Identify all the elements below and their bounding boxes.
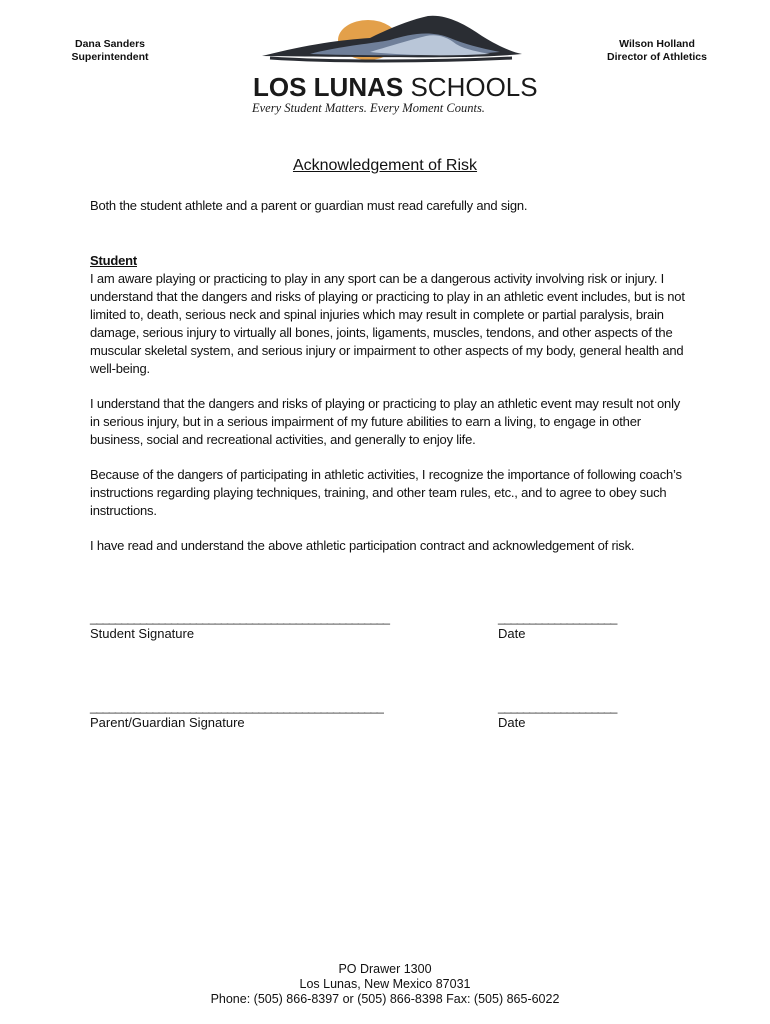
footer-address-line-1: PO Drawer 1300 (338, 962, 432, 976)
parent-date-label: Date (498, 715, 526, 730)
superintendent-name: Dana Sanders (74, 38, 146, 50)
risk-paragraph-1: I am aware playing or practicing to play in any sport can be a dangerous activity involving risk or injury. I understand that the dangers and risks of playing or practicing to play in an athletic event includes, but is not limited to, death, serious neck and spinal injuries which may result in complete or partial paralysis, brain damage, serious injury to virtually all bones, joints, ligaments, muscles, tendons, and other aspects of the muscular skeletal system, and serious injury or impairment to other aspects of my body, general health and well-being. (90, 271, 685, 376)
document-title: Acknowledgement of Risk (292, 157, 478, 174)
logo-ground-line (270, 58, 512, 61)
superintendent-block (60, 38, 160, 64)
risk-paragraph-2: I understand that the dangers and risks of playing or practicing to play an athletic event may result not only in serious injury, but in a serious impairment of my future abilities to earn a living, to engage in other business, social and recreational activities, and generally to enjoy life. (90, 396, 681, 447)
student-heading: Student (90, 253, 137, 268)
risk-paragraph-4: I have read and understand the above athletic participation contract and acknowledgement of risk. (90, 538, 635, 553)
parent-date-field[interactable] (498, 700, 616, 732)
student-signature-label: Student Signature (90, 626, 195, 641)
parent-signature-line: _______________________________________________ (90, 699, 383, 714)
parent-date-line: ___________________ (498, 699, 617, 714)
footer-address-line-2: Los Lunas, New Mexico 87031 (299, 977, 471, 991)
document-body (90, 197, 690, 572)
district-tagline: Every Student Matters. Every Moment Counts. (252, 101, 485, 115)
contact-footer (0, 962, 770, 1007)
logo-name-rest: SCHOOLS (403, 72, 538, 102)
logo-name-bold: LOS LUNAS (253, 72, 404, 102)
risk-paragraph-3: Because of the dangers of participating in athletic activities, I recognize the importance of following coach’s instructions regarding playing techniques, training, and other team rules, etc., and to agree to obey such instructions. (90, 467, 682, 518)
parent-signature-field[interactable] (90, 700, 383, 732)
student-signature-field[interactable] (90, 611, 389, 643)
student-signature-line: ________________________________________________ (90, 610, 390, 625)
district-logo-text (253, 72, 538, 103)
student-date-label: Date (498, 626, 526, 641)
student-date-line: ___________________ (498, 610, 617, 625)
athletic-director-block (602, 38, 712, 64)
footer-phone-fax: Phone: (505) 866-8397 or (505) 866-8398 Fax: (505) 865-6022 (210, 992, 560, 1006)
parent-signature-label: Parent/Guardian Signature (90, 715, 245, 730)
superintendent-title: Superintendent (71, 51, 149, 63)
intro-paragraph: Both the student athlete and a parent or guardian must read carefully and sign. (90, 198, 528, 213)
athletic-director-name: Wilson Holland (619, 38, 695, 50)
student-date-field[interactable] (498, 611, 616, 643)
athletic-director-title: Director of Athletics (607, 51, 707, 63)
student-section (90, 252, 690, 378)
